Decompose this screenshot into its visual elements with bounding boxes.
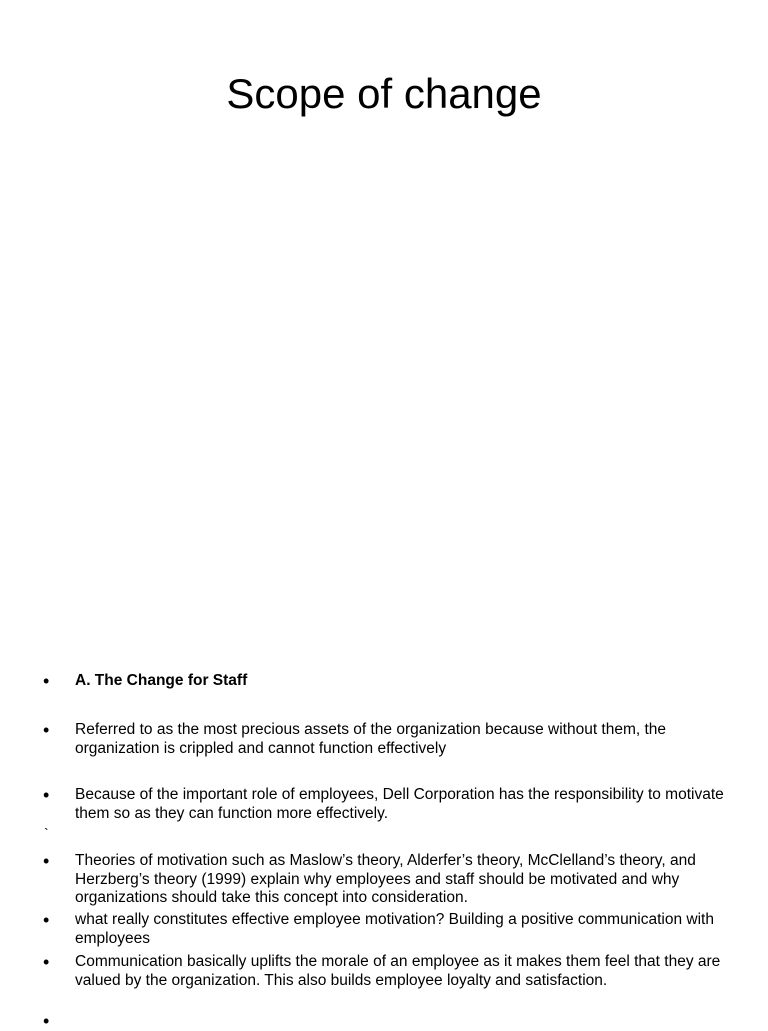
slide-title: Scope of change [226,70,542,117]
bullet-text: Communication basically uplifts the morale of an employee as it makes them feel that they are valued by the organization. This also builds employee loyalty and satisfaction. [75,953,721,989]
bullet-text: Theories of motivation such as Maslow’s theory, Alderfer’s theory, McClelland’s theory, and Herzberg’s theory (1999) explain why employees and staff should be motivated and why organizations should take this concept into consideration. [75,852,696,906]
bullet-marker: • [43,851,50,871]
bullet-marker: • [43,671,50,691]
bullet-text: Because of the important role of employees, Dell Corporation has the responsibility to motivate them so as they can function more effectively. [75,786,724,822]
bullet-text: what really constitutes effective employee motivation? Building a positive communication with employees [75,911,714,947]
bullet-marker: • [43,720,50,740]
stray-mark: ` [44,825,49,841]
bullet-marker: • [43,910,50,930]
bullet-text: Referred to as the most precious assets of the organization because without them, the organization is crippled and cannot function effectively [75,721,667,757]
bullet-marker: • [43,785,50,805]
bullet-marker: • [43,952,50,972]
bullet-marker: • [43,1011,50,1031]
bullet-text: A. The Change for Staff [75,672,248,689]
